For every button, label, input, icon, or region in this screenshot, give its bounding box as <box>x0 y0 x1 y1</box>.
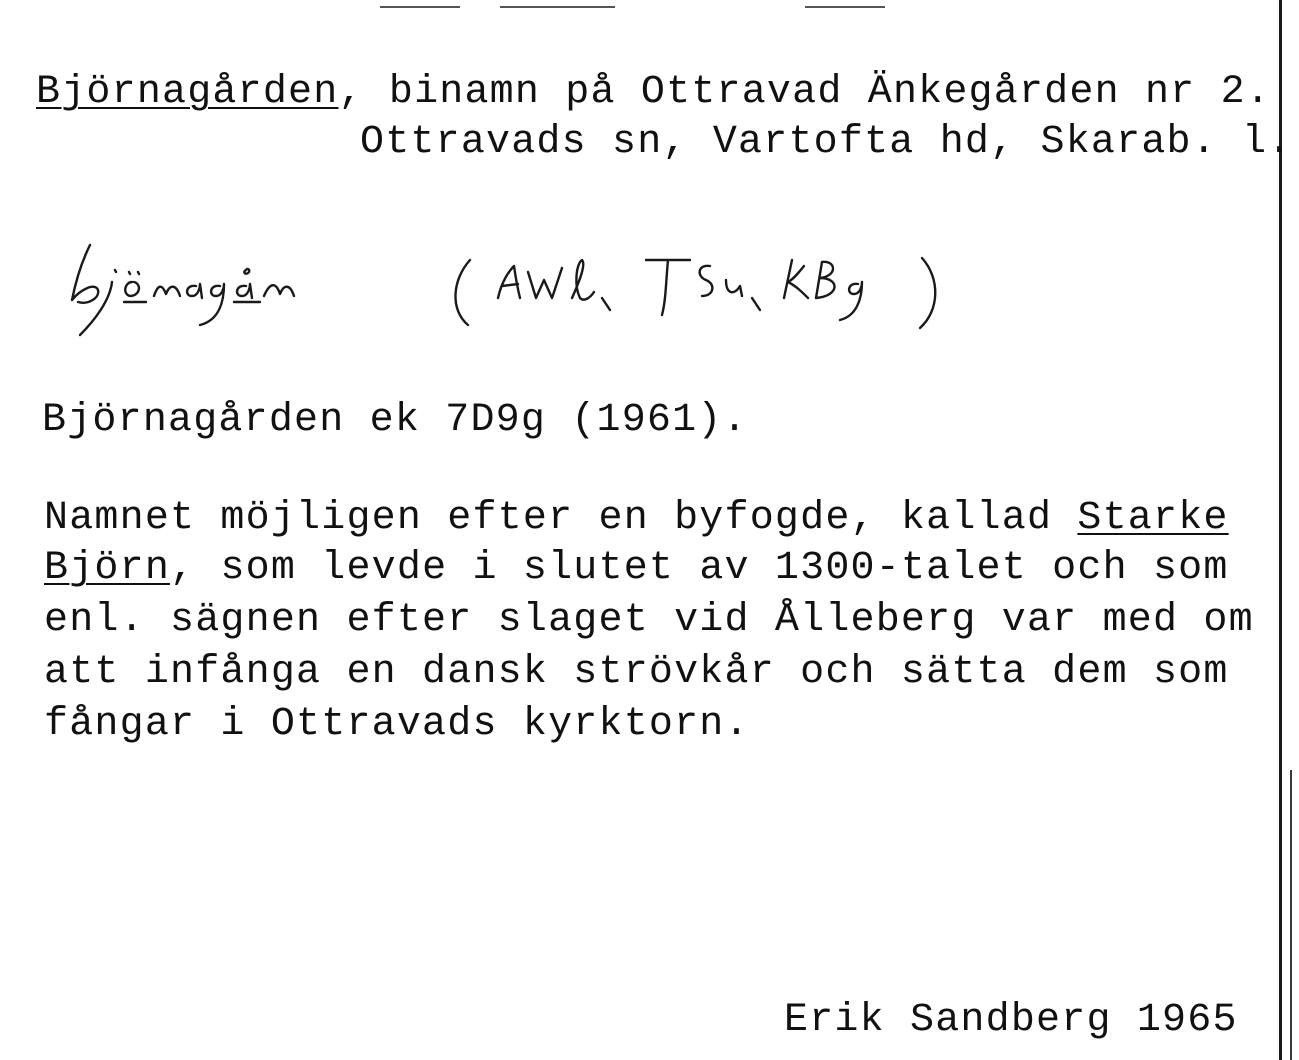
scan-mark <box>380 6 460 8</box>
body-text: , som levde i slutet av 1300-talet och som <box>170 546 1229 591</box>
scan-mark <box>500 6 615 8</box>
handwritten-pronunciation <box>50 220 1010 350</box>
nickname-underlined-cont: Björn <box>44 546 171 591</box>
body-line-4: att infånga en dansk strövkår och sätta dem som <box>44 650 1229 695</box>
card-edge-line-secondary <box>1290 770 1292 1060</box>
location-line: Ottravads sn, Vartofta hd, Skarab. l. <box>360 120 1293 165</box>
body-line-5: fångar i Ottravads kyrktorn. <box>44 702 750 747</box>
heading-rest: , binamn på Ottravad Änkegården nr 2. <box>338 70 1271 115</box>
place-name: Björnagården <box>36 70 339 115</box>
body-line-1 <box>44 496 1229 542</box>
map-reference-line: Björnagården ek 7D9g (1961). <box>42 398 748 443</box>
handwriting-drawing <box>50 220 1010 350</box>
heading-line <box>36 70 1271 116</box>
scan-mark <box>805 6 885 8</box>
signature: Erik Sandberg 1965 <box>784 998 1238 1043</box>
nickname-underlined: Starke <box>1077 496 1229 541</box>
body-text: Namnet möjligen efter en byfogde, kallad <box>44 496 1078 541</box>
body-line-3: enl. sägnen efter slaget vid Ålleberg var med om <box>44 598 1254 643</box>
body-line-2 <box>44 546 1229 592</box>
